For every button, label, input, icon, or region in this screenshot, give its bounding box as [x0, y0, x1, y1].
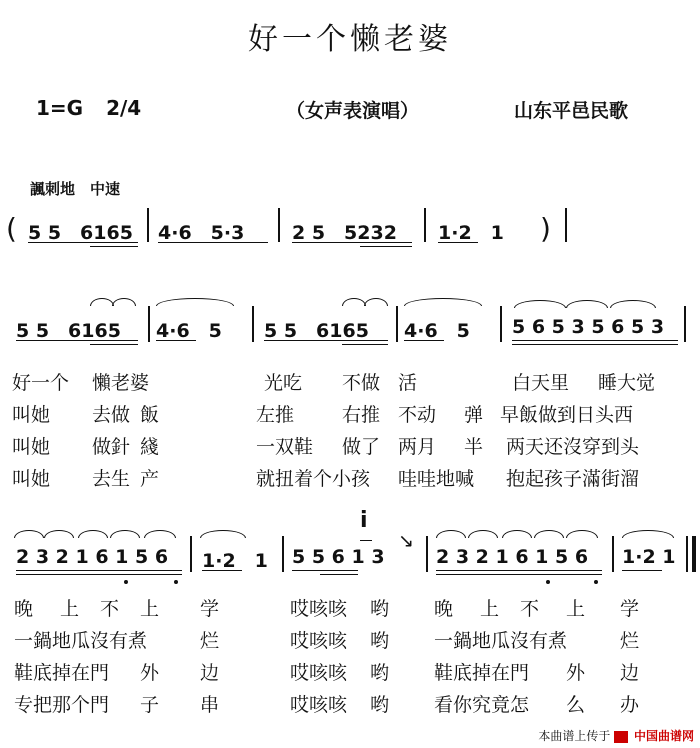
lyric: 不 — [100, 598, 120, 620]
lyric: 綫 — [140, 436, 160, 458]
lyric: 弹 — [464, 404, 484, 426]
intro-measure-3: 2 5 5232 — [292, 222, 397, 244]
lyric: 外 — [140, 662, 160, 684]
beam-line — [90, 344, 138, 345]
beam-line — [436, 574, 602, 575]
lyric: 哎咳咳 — [290, 598, 348, 620]
lyric: 去生 — [92, 468, 131, 490]
lyric: 烂 — [200, 630, 220, 652]
lyric: 不动 — [398, 404, 437, 426]
lyric: 么 — [566, 694, 586, 716]
intro-measure-4: 1·2 1 — [438, 222, 504, 244]
octave-dot — [124, 580, 128, 584]
barline — [147, 208, 149, 242]
slide-mark: ↘ — [398, 530, 414, 552]
beam-line — [292, 570, 358, 571]
barline — [426, 536, 428, 572]
slur — [156, 298, 234, 306]
lyric: 一鍋地瓜沒有煮 — [14, 630, 148, 652]
lyric: 子 — [140, 694, 160, 716]
slur — [364, 298, 388, 306]
slur — [200, 530, 246, 538]
beam-line — [342, 344, 388, 345]
lyric: 边 — [200, 662, 220, 684]
lyric: 哟 — [370, 598, 390, 620]
lyric: 哟 — [370, 630, 390, 652]
beam-line — [360, 246, 412, 247]
line2-measure-5: 1·2 1 — [622, 546, 676, 568]
barline — [278, 208, 280, 242]
intro-measure-2: 4·6 5·3 — [158, 222, 245, 244]
beam-line — [622, 570, 662, 571]
lyric: 不 — [520, 598, 540, 620]
octave-dot — [594, 580, 598, 584]
credit-text: 本曲谱上传于 — [538, 729, 611, 743]
line2-measure-2: 1·2 1 — [202, 550, 268, 572]
grace-note: i — [360, 508, 368, 533]
lyric: 专把那个門 — [14, 694, 110, 716]
lyric: 右推 — [342, 404, 381, 426]
lyric: 上 — [60, 598, 80, 620]
lyric: 哟 — [370, 694, 390, 716]
beam-line — [512, 340, 678, 341]
slur — [436, 530, 466, 538]
lyric: 两天还沒穿到头 — [506, 436, 640, 458]
beam-line — [404, 340, 444, 341]
slur — [110, 530, 140, 538]
lyric: 睡大觉 — [598, 372, 656, 394]
barline — [396, 306, 398, 342]
intro-open-paren: ( — [6, 212, 17, 245]
lyric: 做了 — [342, 436, 381, 458]
barline — [612, 536, 614, 572]
lyric: 做針 — [92, 436, 131, 458]
lyric: 学 — [200, 598, 220, 620]
beam-line — [438, 242, 478, 243]
beam-line — [264, 340, 388, 341]
lyric: 鞋底掉在門 — [434, 662, 530, 684]
lyric: 鞋底掉在門 — [14, 662, 110, 684]
time-signature: 2/4 — [106, 96, 142, 120]
slur — [566, 300, 608, 308]
lyric: 两月 — [398, 436, 437, 458]
lyric: 边 — [620, 662, 640, 684]
lyric: 串 — [200, 694, 220, 716]
beam-line — [90, 246, 138, 247]
lyric: 上 — [566, 598, 586, 620]
upload-credit — [538, 727, 694, 744]
beam-line — [158, 242, 268, 243]
slur — [112, 298, 136, 306]
tempo-marking: 諷刺地 中速 — [30, 180, 121, 198]
intro-measure-1: 5 5 6165 — [28, 222, 133, 244]
lyric: 左推 — [256, 404, 295, 426]
line1-measure-3: 5 5 6165 — [264, 320, 369, 342]
lyric: 学 — [620, 598, 640, 620]
performance-note: （女声表演唱） — [286, 100, 420, 122]
barline — [424, 208, 426, 242]
lyric: 叫她 — [12, 404, 51, 426]
slur — [44, 530, 74, 538]
line1-measure-1: 5 5 6165 — [16, 320, 121, 342]
octave-dot — [174, 580, 178, 584]
beam-line — [156, 340, 196, 341]
slur — [502, 530, 532, 538]
lyric: 叫她 — [12, 468, 51, 490]
song-origin: 山东平邑民歌 — [514, 100, 629, 122]
slur — [622, 530, 674, 538]
lyric: 烂 — [620, 630, 640, 652]
slur — [514, 300, 566, 308]
slur — [144, 530, 176, 538]
slur — [610, 300, 656, 308]
barline — [684, 306, 686, 342]
key-signature — [36, 96, 141, 120]
barline — [252, 306, 254, 342]
lyric: 半 — [464, 436, 484, 458]
barline — [148, 306, 150, 342]
lyric: 早飯做到日头西 — [500, 404, 634, 426]
lyric: 白天里 — [512, 372, 570, 394]
song-title: 好一个懒老婆 — [248, 22, 452, 57]
lyric: 好一个 — [12, 372, 70, 394]
lyric: 哇哇地喊 — [398, 468, 475, 490]
barline — [565, 208, 567, 242]
slur — [468, 530, 498, 538]
slur — [14, 530, 44, 538]
lyric: 办 — [620, 694, 640, 716]
beam-line — [320, 574, 358, 575]
barline — [282, 536, 284, 572]
lyric: 哎咳咳 — [290, 662, 348, 684]
barline — [500, 306, 502, 342]
beam-line — [292, 242, 412, 243]
line1-measure-4: 4·6 5 — [404, 320, 470, 342]
line2-measure-1: 2 3 2 1 6 1 5 6 — [16, 546, 169, 568]
lyric: 光吃 — [264, 372, 303, 394]
lyric: 不做 — [342, 372, 381, 394]
lyric: 外 — [566, 662, 586, 684]
lyric: 一鍋地瓜沒有煮 — [434, 630, 568, 652]
beam-line — [512, 344, 678, 345]
slur — [78, 530, 108, 538]
lyric: 活 — [398, 372, 418, 394]
beam-line — [202, 570, 242, 571]
lyric: 懶老婆 — [92, 372, 150, 394]
line1-measure-2: 4·6 5 — [156, 320, 222, 342]
credit-site-link[interactable]: 中国曲谱网 — [633, 729, 694, 743]
lyric: 一双鞋 — [256, 436, 314, 458]
lyric: 产 — [140, 468, 160, 490]
final-barline-thin — [686, 536, 688, 572]
lyric: 飯 — [140, 404, 160, 426]
barline — [190, 536, 192, 572]
lyric: 晚 — [14, 598, 34, 620]
slur — [404, 298, 482, 306]
lyric: 晚 — [434, 598, 454, 620]
grace-underline — [360, 540, 372, 541]
lyric: 看你究竟怎 — [434, 694, 530, 716]
slur — [90, 298, 114, 306]
slur — [534, 530, 564, 538]
slur — [342, 298, 366, 306]
lyric: 去做 — [92, 404, 131, 426]
lyric: 哟 — [370, 662, 390, 684]
lyric: 抱起孩子滿街溜 — [506, 468, 640, 490]
lyric: 上 — [480, 598, 500, 620]
intro-close-paren: ) — [540, 212, 551, 245]
lyric: 上 — [140, 598, 160, 620]
beam-line — [28, 242, 138, 243]
beam-line — [16, 570, 182, 571]
lyric: 叫她 — [12, 436, 51, 458]
line2-measure-3: 5 5 6 1 3 — [292, 546, 385, 568]
lyric: 哎咳咳 — [290, 630, 348, 652]
beam-line — [436, 570, 602, 571]
site-logo-icon — [614, 731, 628, 743]
lyric: 哎咳咳 — [290, 694, 348, 716]
lyric: 就扭着个小孩 — [256, 468, 371, 490]
slur — [566, 530, 598, 538]
beam-line — [16, 340, 138, 341]
key-label: 1=G — [36, 96, 84, 120]
line2-measure-4: 2 3 2 1 6 1 5 6 — [436, 546, 589, 568]
octave-dot — [546, 580, 550, 584]
beam-line — [16, 574, 182, 575]
line1-measure-5: 5 6 5 3 5 6 5 3 — [512, 316, 665, 338]
final-barline-thick — [692, 536, 696, 572]
